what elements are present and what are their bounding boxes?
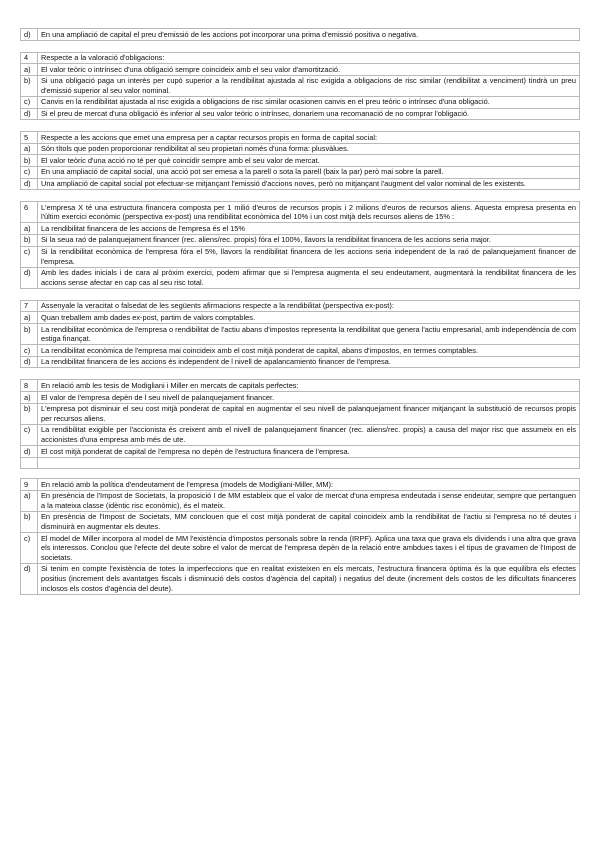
option-row	[21, 446, 580, 458]
option-text: Si la seua raó de palanquejament financer (rec. aliens/rec. propis) fóra el 100%, llavors la rendibilitat financera de les accions seria major.	[38, 234, 580, 246]
option-letter: b)	[21, 324, 38, 345]
question-statement: Respecte a la valoració d'obligacions:	[38, 52, 580, 64]
option-text: Són títols que poden proporcionar rendibilitat al seu propietari només d'una forma: plusvàlues.	[38, 143, 580, 155]
option-text: Si una obligació paga un interès per cupó superior a la rendibilitat ajustada al risc exigida a obligacions de risc similar (rendibilitat a venciment) tindrà un preu d'emissió superior al seu valor nominal.	[38, 75, 580, 96]
option-row	[21, 312, 580, 324]
option-text: En una ampliació de capital el preu d'emissió de les accions pot incorporar una prima d'emissió positiva o negativa.	[38, 29, 580, 41]
option-text: El valor de l'empresa depèn de l seu nivell de palanquejament financer.	[38, 392, 580, 404]
option-text: Canvis en la rendibilitat ajustada al risc exigida a obligacions de risc similar ocasionen canvis en el preu teòric o intrínsec d'una obligació.	[38, 96, 580, 108]
option-letter: c)	[21, 533, 38, 564]
option-text: La rendibilitat exigible per l'accionista és creixent amb el nivell de palanquejament financer (rec. aliens/rec. propis) a causa del major risc que assumeix en els accionistes d'una empresa amb més de ute.	[38, 424, 580, 445]
question-number: 9	[21, 479, 38, 491]
question-number: 4	[21, 52, 38, 64]
question-header-row	[21, 52, 580, 64]
question-statement: L'empresa X té una estructura financera composta per 1 milió d'euros de recursos propis i 2 milions d'euros de recursos aliens. Aquesta empresa presenta en l'últim exercici econòmic (perspectiva ex-post) una rendibilitat econòmica del 10% i un cost mitjà dels recursos aliens de 15% :	[38, 202, 580, 223]
option-letter: d)	[21, 446, 38, 458]
option-letter: b)	[21, 403, 38, 424]
question-statement: Respecte a les accions que emet una empresa per a captar recursos propis en forma de capital social:	[38, 132, 580, 144]
question-statement: En relació amb la política d'endeutament de l'empresa (models de Modigliani-Miller, MM):	[38, 479, 580, 491]
option-text: En presència de l'Impost de Societats, MM conclouen que el cost mitjà ponderat de capital coincideix amb la rendibilitat de l'actiu si l'empresa no té deutes i disminuirà en augmentar els deutes.	[38, 511, 580, 532]
option-letter: d)	[21, 356, 38, 368]
option-letter: a)	[21, 64, 38, 76]
option-letter: d)	[21, 29, 38, 41]
option-text: Si tenim en compte l'existència de totes la imperfeccions que en realitat existeixen en els mercats, l'estructura financera òptima és la que equilibra els efectes positius (increment dels avantatges fiscals i disminució dels costos d'agència del capital) i negatius del deute (increment dels costos de les dificultats financeres inclosos els costos d'agència del deute).	[38, 563, 580, 594]
option-text: La rendibilitat financera de les accions de l'empresa és el 15%	[38, 223, 580, 235]
option-row	[21, 166, 580, 178]
option-row	[21, 403, 580, 424]
option-text: El valor teòric d'una acció no té per què coincidir sempre amb el seu valor de mercat.	[38, 155, 580, 167]
option-row	[21, 223, 580, 235]
question-header-row	[21, 380, 580, 392]
question-6-block	[20, 201, 580, 289]
option-row	[21, 108, 580, 120]
option-row	[21, 267, 580, 288]
option-row	[21, 96, 580, 108]
empty-cell	[38, 457, 580, 469]
question-header-row	[21, 479, 580, 491]
option-row	[21, 75, 580, 96]
option-letter: d)	[21, 267, 38, 288]
spacer	[20, 120, 580, 131]
option-row	[21, 563, 580, 594]
empty-row	[21, 457, 580, 469]
option-row	[21, 324, 580, 345]
option-row	[21, 424, 580, 445]
option-text: Amb les dades inicials i de cara al pròxim exercici, podem afirmar que si l'empresa augmenta el seu endeutament, augmentarà la rendibilitat financera de les accions sense afectar en cap cas al seu risc total.	[38, 267, 580, 288]
option-row	[21, 143, 580, 155]
option-row	[21, 246, 580, 267]
option-letter: a)	[21, 223, 38, 235]
option-row	[21, 533, 580, 564]
option-text: Una ampliació de capital social pot efectuar-se mitjançant l'emissió d'accions noves, però no mitjançant l'augment del valor nominal de les existents.	[38, 178, 580, 190]
option-letter: b)	[21, 511, 38, 532]
question-header-row	[21, 202, 580, 223]
option-text: El model de Miller incorpora al model de MM l'existència d'impostos personals sobre la renda (IRPF). Aplica una taxa que grava els dividends i una altra que grava els interessos. Conclou que l'efecte del deute sobre el valor de mercat de l'empresa depèn de la relació entre ambdues taxes i el tipus de gravamen de l'Impost de societats.	[38, 533, 580, 564]
option-row	[21, 511, 580, 532]
option-letter: b)	[21, 234, 38, 246]
option-row	[21, 178, 580, 190]
question-statement: En relació amb les tesis de Modigliani i Miller en mercats de capitals perfectes:	[38, 380, 580, 392]
question-3-tail	[20, 28, 580, 41]
question-number: 7	[21, 300, 38, 312]
option-row	[21, 64, 580, 76]
option-text: L'empresa pot disminuir el seu cost mitjà ponderat de capital en augmentar el seu nivell de palanquejament financer mitjançant la substitució de recursos propis per recursos aliens.	[38, 403, 580, 424]
option-text: Si la rendibilitat econòmica de l'empresa fóra el 5%, llavors la rendibilitat financera de les accions seria independent de la raó de palanquejament financer de l'empresa.	[38, 246, 580, 267]
option-row	[21, 345, 580, 357]
question-7-block	[20, 300, 580, 369]
question-number: 6	[21, 202, 38, 223]
option-text: La rendibilitat econòmica de l'empresa o rendibilitat de l'actiu abans d'impostos representa la rendibilitat que genera l'actiu empresarial, amb independència de com estiga finançat.	[38, 324, 580, 345]
option-letter: a)	[21, 143, 38, 155]
option-text: En presència de l'Impost de Societats, la proposició I de MM estableix que el valor de mercat d'una empresa endeutada i sense endeutar, sempre que pertanguen a la mateixa classe (idèntic risc econòmic), és el mateix.	[38, 490, 580, 511]
spacer	[20, 469, 580, 478]
question-4-block	[20, 52, 580, 121]
option-letter: c)	[21, 424, 38, 445]
option-text: Si el preu de mercat d'una obligació és inferior al seu valor teòric o intrínsec, donaríem una recomanació de no comprar l'obligació.	[38, 108, 580, 120]
spacer	[20, 41, 580, 52]
option-letter: a)	[21, 490, 38, 511]
exam-page	[20, 28, 580, 595]
option-text: El cost mitjà ponderat de capital de l'empresa no depèn de l'estructura financera de l'empresa.	[38, 446, 580, 458]
option-letter: c)	[21, 345, 38, 357]
option-row	[21, 155, 580, 167]
option-text: El valor teòric o intrínsec d'una obligació sempre coincideix amb el seu valor d'amortització.	[38, 64, 580, 76]
option-text: En una ampliació de capital social, una acció pot ser emesa a la parell o sota la parell (baix la par) però mai sobre la parell.	[38, 166, 580, 178]
question-header-row	[21, 132, 580, 144]
question-5-block	[20, 131, 580, 190]
question-number: 5	[21, 132, 38, 144]
option-text: Quan treballem amb dades ex-post, partim de valors comptables.	[38, 312, 580, 324]
empty-cell	[21, 457, 38, 469]
option-row	[21, 490, 580, 511]
option-row	[21, 234, 580, 246]
spacer	[20, 289, 580, 300]
option-row	[21, 392, 580, 404]
option-letter: a)	[21, 312, 38, 324]
option-letter: b)	[21, 75, 38, 96]
question-number: 8	[21, 380, 38, 392]
option-letter: d)	[21, 563, 38, 594]
option-row	[21, 29, 580, 41]
option-letter: c)	[21, 166, 38, 178]
option-row	[21, 356, 580, 368]
option-letter: d)	[21, 178, 38, 190]
option-letter: b)	[21, 155, 38, 167]
question-header-row	[21, 300, 580, 312]
question-statement: Assenyale la veracitat o falsedat de les següents afirmacions respecte a la rendibilitat (perspectiva ex-post):	[38, 300, 580, 312]
spacer	[20, 368, 580, 379]
spacer	[20, 190, 580, 201]
question-9-block	[20, 478, 580, 595]
option-letter: a)	[21, 392, 38, 404]
option-text: La rendibilitat financera de les accions és independent de l nivell de apalancamiento financer de l'empresa.	[38, 356, 580, 368]
option-letter: c)	[21, 96, 38, 108]
option-letter: d)	[21, 108, 38, 120]
option-letter: c)	[21, 246, 38, 267]
option-text: La rendibilitat econòmica de l'empresa mai coincideix amb el cost mitjà ponderat de capital, abans d'impostos, en termes comptables.	[38, 345, 580, 357]
question-8-block	[20, 379, 580, 469]
